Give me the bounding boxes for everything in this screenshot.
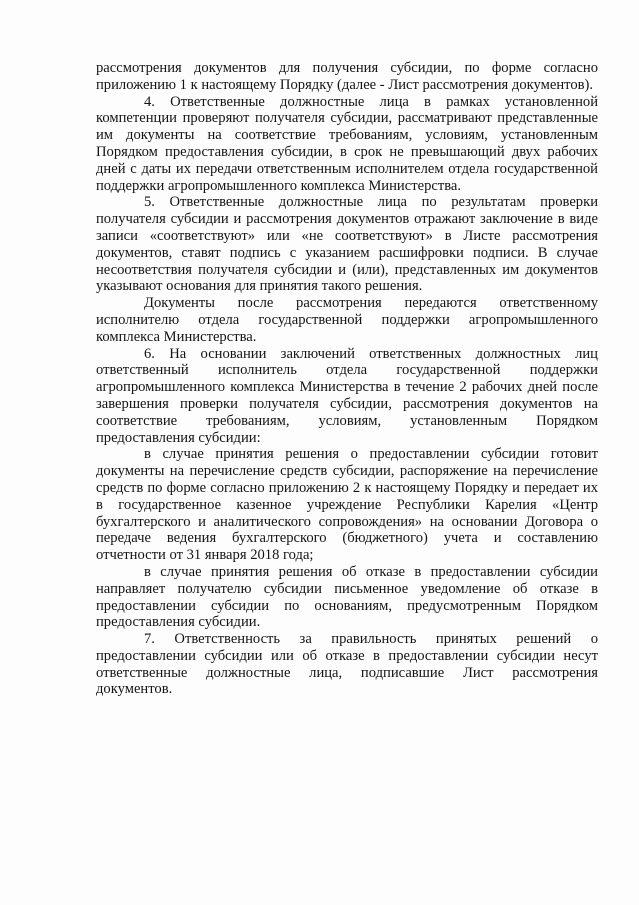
paragraph-continuation: рассмотрения документов для получения субсидии, по форме согласно приложению 1 к настоящему Порядку (далее - Лист рассмотрения документов). (96, 60, 598, 93)
paragraph-refusal-decision: в случае принятия решения об отказе в предоставлении субсидии направляет получателю субсидии письменное уведомление об отказе в предоставлении субсидии по основаниям, предусмотренным Порядком предоставления субсидии. (96, 563, 598, 631)
paragraph-item-6: 6. На основании заключений ответственных должностных лиц ответственный исполнитель отдела государственной поддержки агропромышленного комплекса Министерства в течение 2 рабочих дней после завершения проверки получателя субсидии, рассмотрения документов на соответствие требованиям, условиям, установленным Порядком предоставления субсидии: (96, 345, 598, 446)
paragraph-item-4: 4. Ответственные должностные лица в рамках установленной компетенции проверяют получателя субсидии, рассматривают представленные им документы на соответствие требованиям, условиям, установленным Порядком предоставления субсидии, в срок не превышающий двух рабочих дней с даты их передачи ответственным исполнителем отдела государственной поддержки агропромышленного комплекса Министерства. (96, 93, 598, 194)
paragraph-documents-transfer: Документы после рассмотрения передаются ответственному исполнителю отдела государственной поддержки агропромышленного комплекса Министерства. (96, 295, 598, 345)
paragraph-item-5: 5. Ответственные должностные лица по результатам проверки получателя субсидии и рассмотрения документов отражают заключение в виде записи «соответствуют» или «не соответствуют» в Листе рассмотрения документов, ставят подпись с указанием расшифровки подписи. В случае несоответствия получателя субсидии и (или), представленных им документов указывают основания для принятия такого решения. (96, 194, 598, 295)
paragraph-item-7: 7. Ответственность за правильность принятых решений о предоставлении субсидии или об отказе в предоставлении субсидии несут ответственные должностные лица, подписавшие Лист рассмотрения документов. (96, 631, 598, 698)
document-body (96, 60, 598, 698)
paragraph-grant-decision: в случае принятия решения о предоставлении субсидии готовит документы на перечисление средств субсидии, распоряжение на перечисление средств по форме согласно приложению 2 к настоящему Порядку и передает их в государственное казенное учреждение Республики Карелия «Центр бухгалтерского и аналитического сопровождения» на основании Договора о передаче ведения бухгалтерского (бюджетного) учета и составлению отчетности от 31 января 2018 года; (96, 446, 598, 564)
